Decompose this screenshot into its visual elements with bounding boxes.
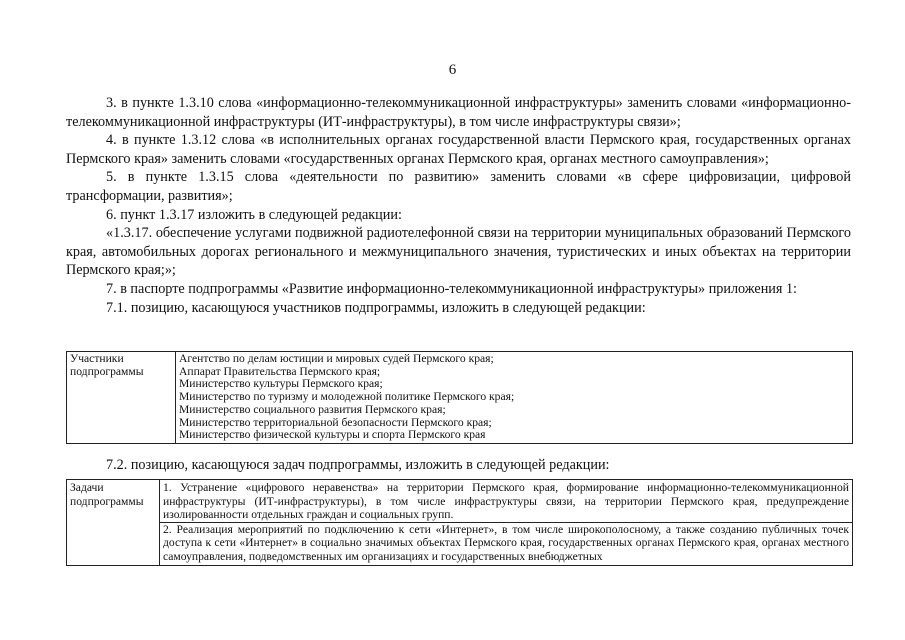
participants-list: [176, 352, 853, 444]
paragraph-item-6: 6. пункт 1.3.17 изложить в следующей редакции:: [106, 206, 402, 223]
page-number: 6: [448, 62, 457, 78]
list-item: Министерство физической культуры и спорта Пермского края: [179, 428, 486, 442]
paragraph-item-5: 5. в пункте 1.3.15 слова «деятельности по развитию» заменить словами «в сфере цифровизации, цифровой трансформации, развития»;: [66, 169, 851, 204]
list-item: Министерство культуры Пермского края;: [179, 377, 383, 391]
paragraph-item-7: 7. в паспорте подпрограммы «Развитие информационно-телекоммуникационной инфраструктуры» приложения 1:: [106, 280, 798, 297]
tasks-label: Задачи подпрограммы: [67, 480, 160, 566]
tasks-table: [66, 479, 853, 566]
list-item: Аппарат Правительства Пермского края;: [179, 364, 381, 378]
paragraph-item-7-1: 7.1. позицию, касающуюся участников подпрограммы, изложить в следующей редакции:: [106, 299, 646, 316]
tasks-list: [160, 480, 853, 566]
paragraph-item-7-2: 7.2. позицию, касающуюся задач подпрограммы, изложить в следующей редакции:: [106, 457, 610, 473]
list-item: 1. Устранение «цифрового неравенства» на территории Пермского края, формирование информационно-телекоммуникационной инфраструктуры (ИТ-инфраструктуры), в том числе инфраструктуры связи, на территории Пермского края, предупреждение изолированности отдельных граждан и социальных групп.: [163, 481, 849, 522]
participants-label: Участники подпрограммы: [67, 352, 176, 444]
list-item: Министерство по туризму и молодежной политике Пермского края;: [179, 390, 515, 404]
participants-table: [66, 351, 853, 444]
list-item: Министерство социального развития Пермского края;: [179, 402, 446, 416]
paragraph-item-4: 4. в пункте 1.3.12 слова «в исполнительных органах государственной власти Пермского края, государственных органах Пермского края» заменить словами «государственных органах Пермского края, органах местного самоуправления»;: [66, 132, 851, 167]
amendment-text: [66, 94, 851, 317]
list-item: Министерство территориальной безопасности Пермского края;: [179, 415, 492, 429]
table-row: [67, 352, 853, 444]
list-item: Агентство по делам юстиции и мировых судей Пермского края;: [179, 352, 494, 365]
list-item: 2. Реализация мероприятий по подключению к сети «Интернет», в том числе широкополосному, а также созданию публичных точек доступа к сети «Интернет» в социально значимых объектах Пермского края, государственных органах Пермского края, органах местного самоуправления, подведомственных им организациях и государственных внебюджетных: [160, 522, 852, 564]
paragraph-item-6-quote: «1.3.17. обеспечение услугами подвижной радиотелефонной связи на территории муниципальных образований Пермского края, автомобильных дорогах регионального и межмуниципального значения, туристических и иных объектах на территории Пермского края;»;: [66, 225, 851, 279]
table-row: [67, 480, 853, 566]
paragraph-item-3: 3. в пункте 1.3.10 слова «информационно-телекоммуникационной инфраструктуры» заменить словами «информационно-телекоммуникационной инфраструктуры (ИТ-инфраструктуры), в том числе инфраструктуры связи»;: [66, 95, 851, 130]
